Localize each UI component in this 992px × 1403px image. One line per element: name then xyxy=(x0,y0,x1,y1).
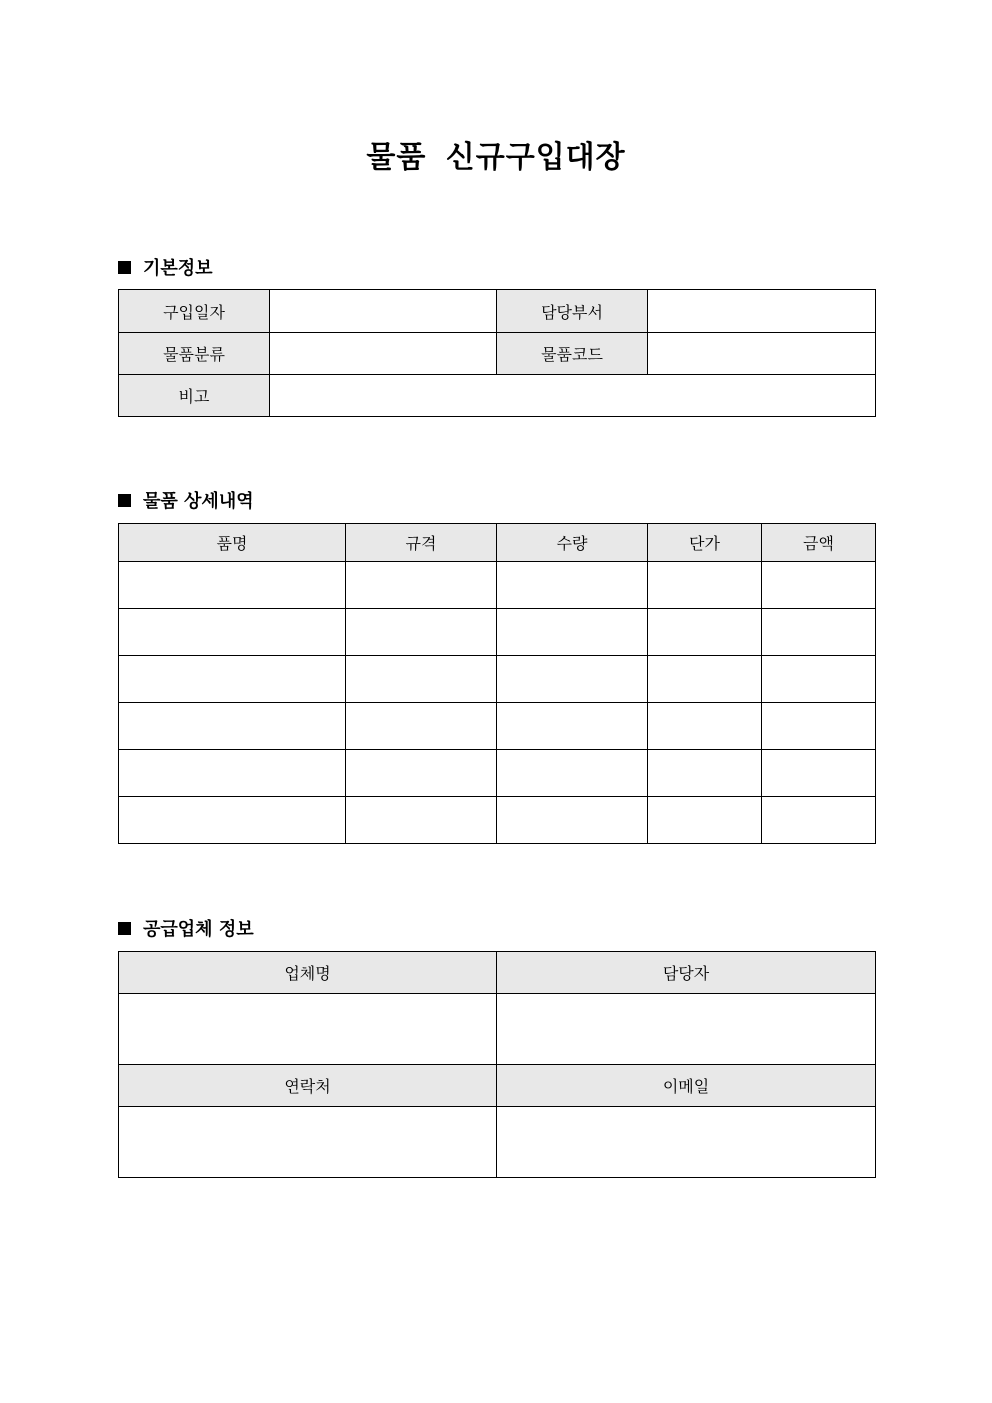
amount-cell[interactable] xyxy=(762,703,876,750)
spec-cell[interactable] xyxy=(346,797,497,844)
amount-cell[interactable] xyxy=(762,562,876,609)
note-field[interactable] xyxy=(270,375,876,417)
column-header-amount: 금액 xyxy=(762,524,876,562)
spec-cell[interactable] xyxy=(346,562,497,609)
table-row xyxy=(119,703,876,750)
amount-cell[interactable] xyxy=(762,656,876,703)
contact-field[interactable] xyxy=(119,1107,497,1178)
section-supplier-heading xyxy=(118,915,254,941)
company-name-label: 업체명 xyxy=(119,952,497,994)
amount-cell[interactable] xyxy=(762,750,876,797)
section-basic-heading xyxy=(118,254,213,280)
table-row xyxy=(119,797,876,844)
purchase-date-field[interactable] xyxy=(270,290,497,333)
quantity-cell[interactable] xyxy=(497,703,648,750)
unit-price-cell[interactable] xyxy=(648,750,762,797)
column-header-unit-price: 단가 xyxy=(648,524,762,562)
item-name-cell[interactable] xyxy=(119,750,346,797)
item-name-cell[interactable] xyxy=(119,797,346,844)
spec-cell[interactable] xyxy=(346,750,497,797)
table-row xyxy=(119,609,876,656)
table-row xyxy=(119,656,876,703)
email-label: 이메일 xyxy=(497,1065,876,1107)
department-field[interactable] xyxy=(648,290,876,333)
contact-label: 연락처 xyxy=(119,1065,497,1107)
quantity-cell[interactable] xyxy=(497,609,648,656)
item-name-cell[interactable] xyxy=(119,656,346,703)
table-row xyxy=(119,750,876,797)
category-field[interactable] xyxy=(270,333,497,375)
square-bullet-icon xyxy=(118,494,131,507)
spec-cell[interactable] xyxy=(346,609,497,656)
purchase-date-label: 구입일자 xyxy=(119,290,270,333)
basic-info-table xyxy=(118,289,876,417)
item-detail-table xyxy=(118,523,876,844)
manager-field[interactable] xyxy=(497,994,876,1065)
spec-cell[interactable] xyxy=(346,656,497,703)
item-name-cell[interactable] xyxy=(119,609,346,656)
quantity-cell[interactable] xyxy=(497,562,648,609)
unit-price-cell[interactable] xyxy=(648,797,762,844)
supplier-info-table xyxy=(118,951,876,1178)
item-code-label: 물품코드 xyxy=(497,333,648,375)
column-header-spec: 규격 xyxy=(346,524,497,562)
manager-label: 담당자 xyxy=(497,952,876,994)
quantity-cell[interactable] xyxy=(497,750,648,797)
category-label: 물품분류 xyxy=(119,333,270,375)
item-code-field[interactable] xyxy=(648,333,876,375)
amount-cell[interactable] xyxy=(762,609,876,656)
unit-price-cell[interactable] xyxy=(648,703,762,750)
square-bullet-icon xyxy=(118,261,131,274)
column-header-quantity: 수량 xyxy=(497,524,648,562)
square-bullet-icon xyxy=(118,922,131,935)
item-name-cell[interactable] xyxy=(119,703,346,750)
unit-price-cell[interactable] xyxy=(648,609,762,656)
quantity-cell[interactable] xyxy=(497,656,648,703)
note-label: 비고 xyxy=(119,375,270,417)
column-header-item-name: 품명 xyxy=(119,524,346,562)
unit-price-cell[interactable] xyxy=(648,562,762,609)
section-detail-heading xyxy=(118,487,254,513)
amount-cell[interactable] xyxy=(762,797,876,844)
section-basic-label: 기본정보 xyxy=(143,258,213,279)
email-field[interactable] xyxy=(497,1107,876,1178)
section-detail-label: 물품 상세내역 xyxy=(143,491,254,512)
item-name-cell[interactable] xyxy=(119,562,346,609)
section-supplier-label: 공급업체 정보 xyxy=(143,919,254,940)
table-row xyxy=(119,562,876,609)
department-label: 담당부서 xyxy=(497,290,648,333)
spec-cell[interactable] xyxy=(346,703,497,750)
unit-price-cell[interactable] xyxy=(648,656,762,703)
document-title: 물품 신규구입대장 xyxy=(366,140,626,175)
quantity-cell[interactable] xyxy=(497,797,648,844)
company-name-field[interactable] xyxy=(119,994,497,1065)
